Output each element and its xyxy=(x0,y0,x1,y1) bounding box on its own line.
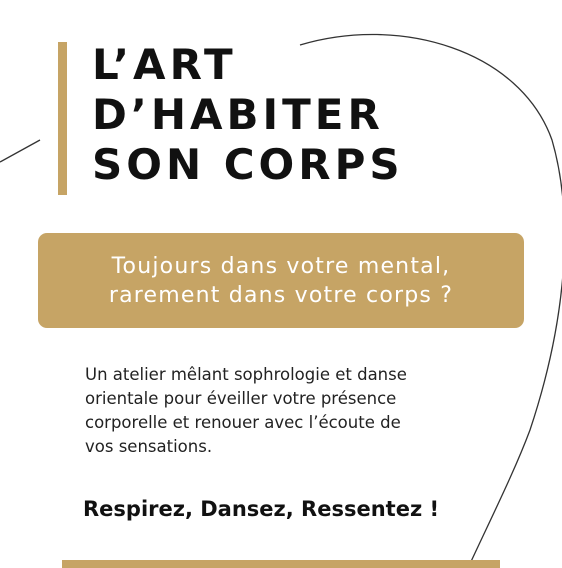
decorative-line xyxy=(0,140,40,162)
title-line-1: L’ART xyxy=(92,40,237,89)
description-line-4: vos sensations. xyxy=(85,437,213,456)
page-title xyxy=(92,40,404,190)
title-line-3: SON CORPS xyxy=(92,140,404,189)
workshop-description xyxy=(85,363,505,459)
description-line-2: orientale pour éveiller votre présence xyxy=(85,389,397,408)
title-line-2: D’HABITER xyxy=(92,90,384,139)
tagline: Respirez, Dansez, Ressentez ! xyxy=(83,497,440,521)
bottom-accent-bar xyxy=(62,560,500,568)
question-banner xyxy=(38,233,524,328)
title-accent-bar xyxy=(58,42,67,195)
description-line-3: corporelle et renouer avec l’écoute de xyxy=(85,413,401,432)
description-line-1: Un atelier mêlant sophrologie et danse xyxy=(85,365,407,384)
banner-line-2: rarement dans votre corps ? xyxy=(108,282,454,308)
banner-line-1: Toujours dans votre mental, xyxy=(111,253,451,279)
